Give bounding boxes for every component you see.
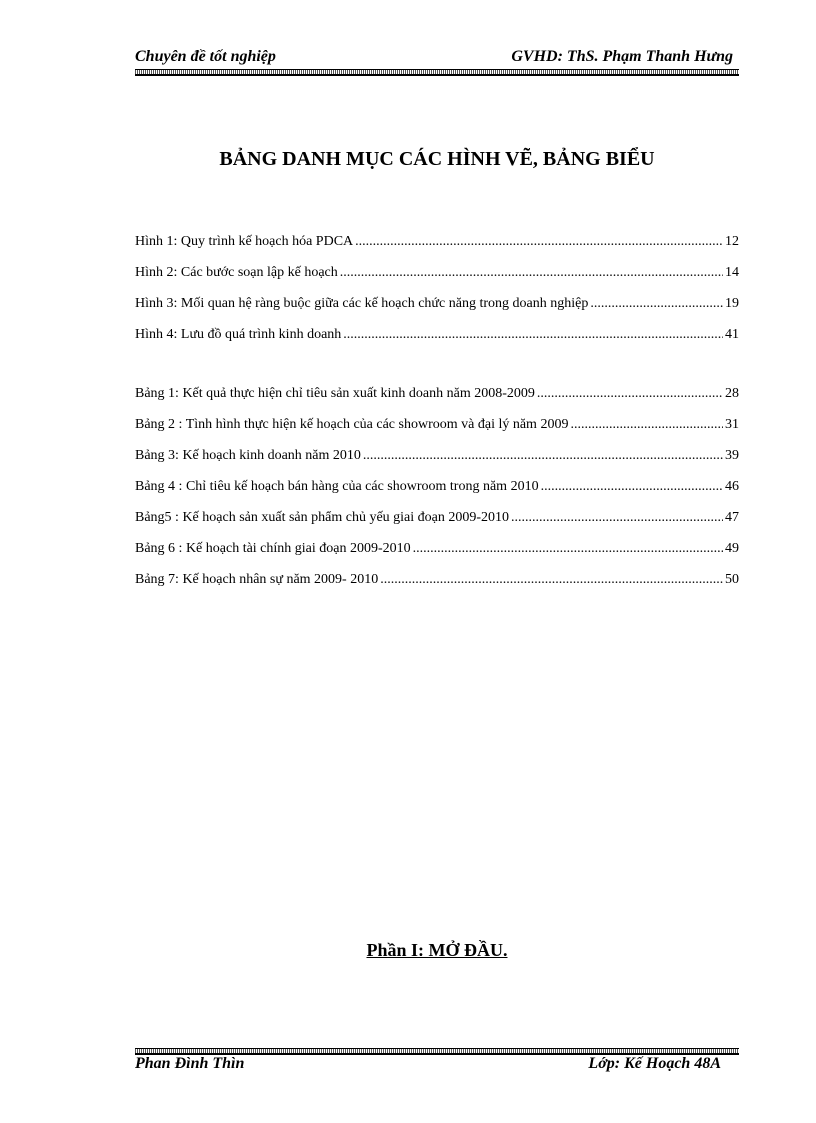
header-advisor: GVHD: ThS. Phạm Thanh Hưng <box>511 48 733 65</box>
toc-entry-page: 39 <box>725 448 739 463</box>
leader-dots <box>511 508 723 528</box>
toc-entry-page: 47 <box>725 510 739 525</box>
toc-entry-label: Bảng5 : Kế hoạch sản xuất sản phẩm chủ yếu giai đoạn 2009-2010 <box>135 510 510 525</box>
toc-entry-table-2[interactable] <box>135 415 739 446</box>
toc-entry-page: 46 <box>725 479 739 494</box>
toc-entry-label: Bảng 7: Kế hoạch nhân sự năm 2009- 2010 <box>135 572 379 587</box>
toc-entry-page: 41 <box>725 327 739 342</box>
leader-dots <box>343 325 723 345</box>
toc-entry-page: 28 <box>725 386 739 401</box>
page-title: BẢNG DANH MỤC CÁC HÌNH VẼ, BẢNG BIỂU <box>219 148 655 170</box>
toc-entry-figure-4[interactable] <box>135 325 739 356</box>
leader-dots <box>590 294 723 314</box>
toc-entry-table-5[interactable] <box>135 508 739 539</box>
toc-entry-figure-3[interactable] <box>135 294 739 325</box>
page-footer <box>135 1055 739 1077</box>
header-rule <box>135 69 739 76</box>
toc-entry-label: Hình 4: Lưu đồ quá trình kinh doanh <box>135 327 342 342</box>
toc-entry-label: Bảng 6 : Kế hoạch tài chính giai đoạn 2009-2010 <box>135 541 411 556</box>
toc-entry-table-1[interactable] <box>135 384 739 415</box>
toc-entry-label: Hình 2: Các bước soạn lập kế hoạch <box>135 265 338 280</box>
part-heading: Phần I: MỞ ĐẦU. <box>366 940 508 960</box>
leader-dots <box>355 232 723 252</box>
toc-entry-table-7[interactable] <box>135 570 739 601</box>
leader-dots <box>537 384 723 404</box>
toc-entry-label: Bảng 3: Kế hoạch kinh doanh năm 2010 <box>135 448 361 463</box>
toc-entry-table-6[interactable] <box>135 539 739 570</box>
leader-dots <box>570 415 723 435</box>
footer-author: Phan Đình Thìn <box>135 1055 245 1072</box>
toc-entry-figure-2[interactable] <box>135 263 739 294</box>
toc-entry-table-4[interactable] <box>135 477 739 508</box>
toc-entry-page: 31 <box>725 417 739 432</box>
toc-entry-label: Bảng 4 : Chỉ tiêu kế hoạch bán hàng của các showroom trong năm 2010 <box>135 479 539 494</box>
figure-list <box>135 232 739 356</box>
leader-dots <box>413 539 723 559</box>
toc-entry-table-3[interactable] <box>135 446 739 477</box>
header-thesis-label: Chuyên đề tốt nghiệp <box>135 48 276 65</box>
toc-entry-page: 50 <box>725 572 739 587</box>
toc-entry-label: Bảng 1: Kết quả thực hiện chỉ tiêu sản xuất kinh doanh năm 2008-2009 <box>135 386 535 401</box>
footer-rule <box>135 1048 739 1055</box>
toc-entry-label: Bảng 2 : Tình hình thực hiện kế hoạch của các showroom và đại lý năm 2009 <box>135 417 569 432</box>
leader-dots <box>380 570 723 590</box>
toc-entry-label: Hình 1: Quy trình kế hoạch hóa PDCA <box>135 234 354 249</box>
footer-class: Lớp: Kế Hoạch 48A <box>588 1055 721 1072</box>
toc-entry-page: 19 <box>725 296 739 311</box>
toc-entry-page: 12 <box>725 234 739 249</box>
toc-entry-page: 49 <box>725 541 739 556</box>
leader-dots <box>340 263 723 283</box>
leader-dots <box>363 446 723 466</box>
table-list <box>135 384 739 601</box>
leader-dots <box>541 477 723 497</box>
toc-entry-label: Hình 3: Mối quan hệ ràng buộc giữa các kế hoạch chức năng trong doanh nghiệp <box>135 296 589 311</box>
toc-entry-page: 14 <box>725 265 739 280</box>
toc-entry-figure-1[interactable] <box>135 232 739 263</box>
page-header <box>135 46 739 68</box>
